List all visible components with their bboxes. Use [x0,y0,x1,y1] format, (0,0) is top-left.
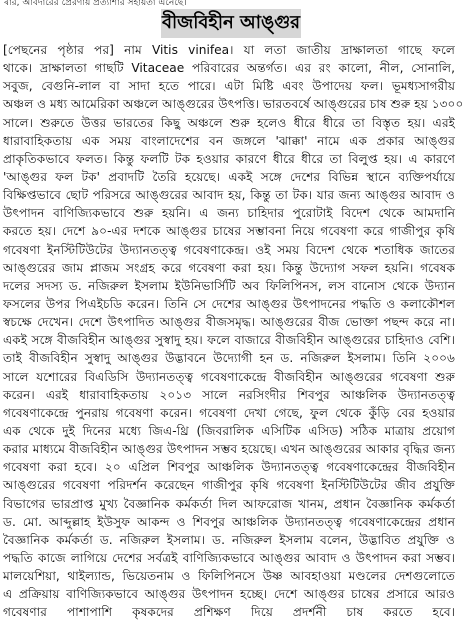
article-line: করতে হয়। দেশে ৯০-এর দশকে আঙ্গুর চাষের সম্ভাবনা নিয়ে গবেষণা করে গাজীপুর কৃষি [3,224,455,239]
article-line: গবেষণা করা হবে। ২০ এপ্রিল শিবপুর আঞ্চলিক উদ্যানতত্ত্ব গবেষণাকেন্দ্রের বীজবিহীন [3,460,455,475]
article-line: দলের সদস্য ড. নজিরুল ইসলাম ইউনিভার্সিটি অব ফিলিপিনস, লস বানোস থেকে উদ্যান [3,278,455,293]
article-headline: বীজবিহীন আঙ্গুর [161,12,301,33]
article-line: আঙ্গুরের গবেষণা পরিদর্শন করেছেন গাজীপুর কৃষি গবেষণা ইনস্টিটিউটের জীব প্রযুক্তি [3,478,455,493]
article-line: [পেছনের পৃষ্ঠার পর] নাম Vitis vinifea। যা লতা জাতীয় দ্রাক্ষালতা গাছে ফলে [3,43,455,57]
article-line: পদ্ধতি কাজে লাগিয়ে দেশের সর্বত্রই বাণিজ্যিকভাবে আঙ্গুর আবাদ ও উৎপাদন করা সম্ভব। [3,550,455,565]
article-line: গবেষণা ইনস্টিটিউটের উদ্যানতত্ত্ব গবেষণাকেন্দ্র। ওই সময় বিদেশ থেকে শতাধিক জাতের [3,242,455,257]
article-line: মালয়েশিয়া, থাইল্যান্ড, ভিয়েতনাম ও ফিলিপিনসে উষ্ণ আবহাওয়া মণ্ডলের দেশগুলোতে [3,569,455,584]
article-line: থাকে। দ্রাক্ষালতা গাছটি Vitaceae পরিবারের অন্তর্গত। এর রং কালো, নীল, সোনালি, [3,61,455,76]
article-line: ড. মো. আব্দুল্লাহ ইউসুফ আকন্দ ও শিবপুর আঞ্চলিক উদ্যানতত্ত্ব গবেষণাকেন্দ্রের প্রধান [3,514,455,529]
article-line: বিভাগের ভারপ্রাপ্ত মুখ্য বৈজ্ঞানিক কর্মকর্তা দিল আফরোজ খানম, প্রধান বৈজ্ঞানিক কর্মকর্তা [3,496,455,511]
article-body [3,41,463,620]
article-line: আঙ্গুরের জাম প্লাজম সংগ্রহ করে গবেষণা করা হয়। কিন্তু উদ্যোগ সফল হয়নি। গবেষক [3,260,455,275]
article-line: এ প্রক্রিয়ায় বাণিজ্যিকভাবে আঙ্গুর উৎপাদন হচ্ছে। দেশে আঙ্গুর চাষের প্রসারে আরও [3,587,455,602]
article-line: একই সঙ্গে বীজবিহীন আঙ্গুর সুস্বাদু হয়। ফলে বাজারে বীজবিহীন আঙ্গুরের চাহিদাও বেশি। [3,333,455,348]
article-line: ফসলের উপর পিএইচডি করেন। তিনি সে দেশের আঙ্গুর উৎপাদনের পদ্ধতি ও কলাকৌশল [3,296,455,311]
article-line: এক থেকে দুই দিনের মধ্যে জিএ-থ্রি (জিবরালিক এসিটিক এসিড) সঠিক মাত্রায় প্রয়োগ [3,423,455,438]
article-line: অঞ্চল ও মধ্য আমেরিকা অঞ্চলে আঙ্গুরের উৎপত্তি। ভারতবর্ষে আঙ্গুরের চাষ শুরু হয় ১৩০০ [3,97,463,112]
article-line: সালে। শুরুতে উত্তর ভারতের কিছু অঞ্চলে শুরু হলেও ধীরে ধীরে তা বিস্তৃত হয়। এরই [3,115,455,130]
article-line: বৈজ্ঞানিক কর্মকর্তা ড. নজিরুল ইসলাম। ড. নজিরুল ইসলাম বলেন, উদ্ভাবিত প্রযুক্তি ও [3,532,455,547]
article-line: বিক্ষিপ্তভাবে ছোট পরিসরে আঙ্গুরের আবাদ হয়, কিন্তু তা টক। যার জন্য আঙ্গুর আবাদ ও [3,188,455,203]
article-line: করেন। এরই ধারাবাহিকতায় ২০১৩ সালে নরসিংদীর শিবপুর আঞ্চলিক উদ্যানতত্ত্ব [3,387,455,402]
article-line: গবেষণাকেন্দ্রে পুনরায় গবেষণা করেন। গবেষণা দেখা গেছে, ফুল থেকে কুঁড়ি বের হওয়ার [3,405,455,420]
previous-article-fragment: ৰার, আবদারের প্রেরণায় প্রত্যাশার সহায়তা এনেছে। [4,0,187,8]
article-line: তাই বীজবিহীন সুস্বাদু আঙ্গুর উদ্ভাবনে উদ্যোগী হন ড. নজিরুল ইসলাম। তিনি ২০০৬ [3,351,455,366]
article-line: সবুজ, বেগুনি-লাল বা সাদা হতে পারে। এটা মিষ্টি এবং উপাদেয় ফল। ভূমধ্যসাগরীয় [3,79,455,94]
article-line: উৎপাদন বাণিজ্যিকভাবে শুরু হয়নি। এ জন্য চাহিদার পুরোটাই বিদেশ থেকে আমদানি [3,206,455,221]
article-line: করার মাধ্যমে বীজবিহীন আঙ্গুর উৎপাদন সম্ভব হয়েছে। এখন আঙ্গুরের আকার বৃদ্ধির জন্য [3,442,455,457]
article-line: 'আঙ্গুর ফল টক' প্রবাদটি তৈরি হয়েছে। একই সঙ্গে দেশের বিভিন্ন স্থানে ব্যক্তিপর্যায়ে [3,169,455,184]
article-line: সালে যশোরের বিএডিসি উদ্যানতত্ত্ব গবেষণাকেন্দ্রে বীজবিহীন আঙ্গুরের গবেষণা শুরু [3,369,455,384]
article-line: ধারাবাহিকতায় এক সময় বাংলাদেশের বন জঙ্গলে 'ঝাক্কা' নামে এক প্রকার আঙ্গুর [3,133,455,148]
headline-box [161,9,301,38]
article-line: গবেষণার পাশাপাশি কৃষকদের প্রশিক্ষণ দিয়ে প্রদর্শনী চাষ করতে হবে। [3,605,455,620]
article-line: প্রাকৃতিকভাবে ফলত। কিন্তু ফলটি টক হওয়ার কারণে ধীরে ধীরে তা বিলুপ্ত হয়। এ কারণে [3,151,455,166]
article-line: স্বচক্ষে দেখেন। দেশে উৎপাদিত আঙ্গুর বীজসমৃদ্ধ। আঙ্গুরের বীজ ভোক্তা পছন্দ করে না। [3,315,455,330]
